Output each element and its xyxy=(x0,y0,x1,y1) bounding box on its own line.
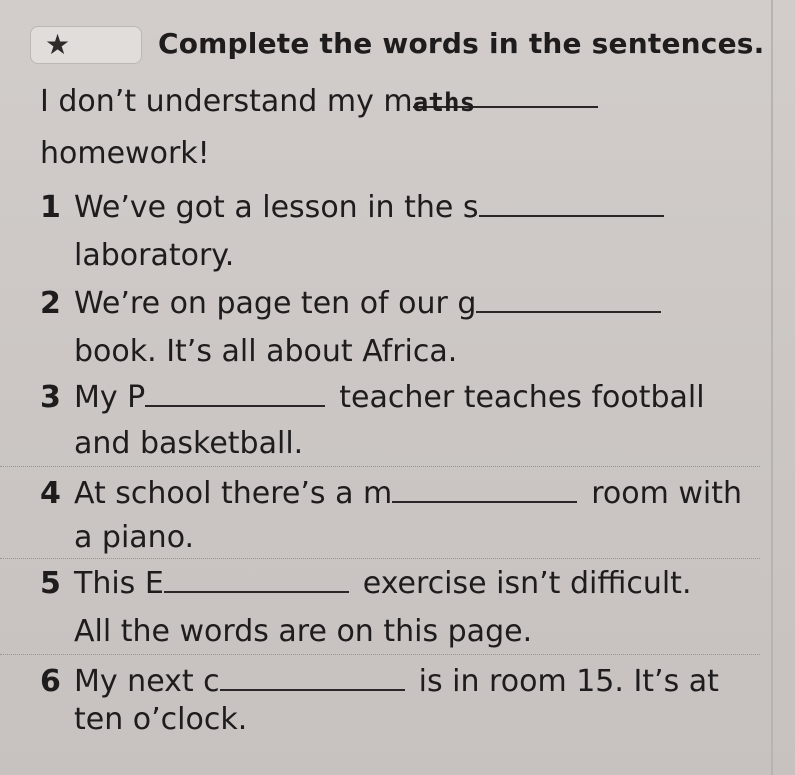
answer-blank-1[interactable] xyxy=(479,193,664,217)
sentence-5-line-1 xyxy=(40,566,691,602)
page-edge-rule xyxy=(771,0,773,775)
sentence-text-after: room with xyxy=(591,476,743,511)
sentence-4-line-2: a piano. xyxy=(74,520,195,555)
sentence-text-after: is in room 15. It’s at xyxy=(418,664,719,699)
sentence-4-line-1 xyxy=(40,476,742,512)
sentence-number: 2 xyxy=(40,286,61,321)
example-answer-blank[interactable] xyxy=(412,84,598,118)
sentence-number: 6 xyxy=(40,664,61,699)
sentence-1-line-1 xyxy=(40,190,664,226)
sentence-number: 3 xyxy=(40,380,61,415)
sentence-number: 5 xyxy=(40,566,61,601)
sentence-2-line-1 xyxy=(40,286,661,322)
row-divider xyxy=(0,466,760,467)
difficulty-star-box xyxy=(30,26,142,64)
exercise-title: Complete the words in the sentences. xyxy=(158,27,765,60)
sentence-number: 1 xyxy=(40,190,61,225)
sentence-3-line-2: and basketball. xyxy=(74,426,304,461)
sentence-text-before: My P xyxy=(74,380,146,415)
sentence-text-before: We’re on page ten of our g xyxy=(74,286,477,321)
sentence-text-before: My next c xyxy=(74,664,220,699)
sentence-text-after: teacher teaches football xyxy=(339,380,705,415)
answer-blank-2[interactable] xyxy=(476,289,661,313)
sentence-text-before: We’ve got a lesson in the s xyxy=(74,190,479,225)
sentence-text-after: exercise isn’t difficult. xyxy=(362,566,692,601)
answer-blank-3[interactable] xyxy=(145,383,325,407)
example-line-1 xyxy=(40,84,598,120)
exercise-header xyxy=(30,20,770,70)
answer-blank-5[interactable] xyxy=(164,569,349,593)
sentence-3-line-1 xyxy=(40,380,705,416)
row-divider xyxy=(0,654,760,655)
star-icon: ★ xyxy=(45,28,71,61)
sentence-text-before: At school there’s a m xyxy=(74,476,393,511)
sentence-6-line-2: ten o’clock. xyxy=(74,702,248,737)
sentence-text-before: This E xyxy=(74,566,164,601)
example-answer: aths xyxy=(412,88,476,118)
example-text-before: I don’t understand my m xyxy=(40,84,413,119)
sentence-2-line-2: book. It’s all about Africa. xyxy=(74,334,458,369)
row-divider xyxy=(0,558,760,559)
sentence-1-line-2: laboratory. xyxy=(74,238,235,273)
sentence-5-line-2: All the words are on this page. xyxy=(74,614,533,649)
sentence-6-line-1 xyxy=(40,664,719,700)
sentence-number: 4 xyxy=(40,476,61,511)
example-line-2: homework! xyxy=(40,136,210,171)
answer-blank-4[interactable] xyxy=(392,479,577,503)
answer-blank-6[interactable] xyxy=(220,667,405,691)
